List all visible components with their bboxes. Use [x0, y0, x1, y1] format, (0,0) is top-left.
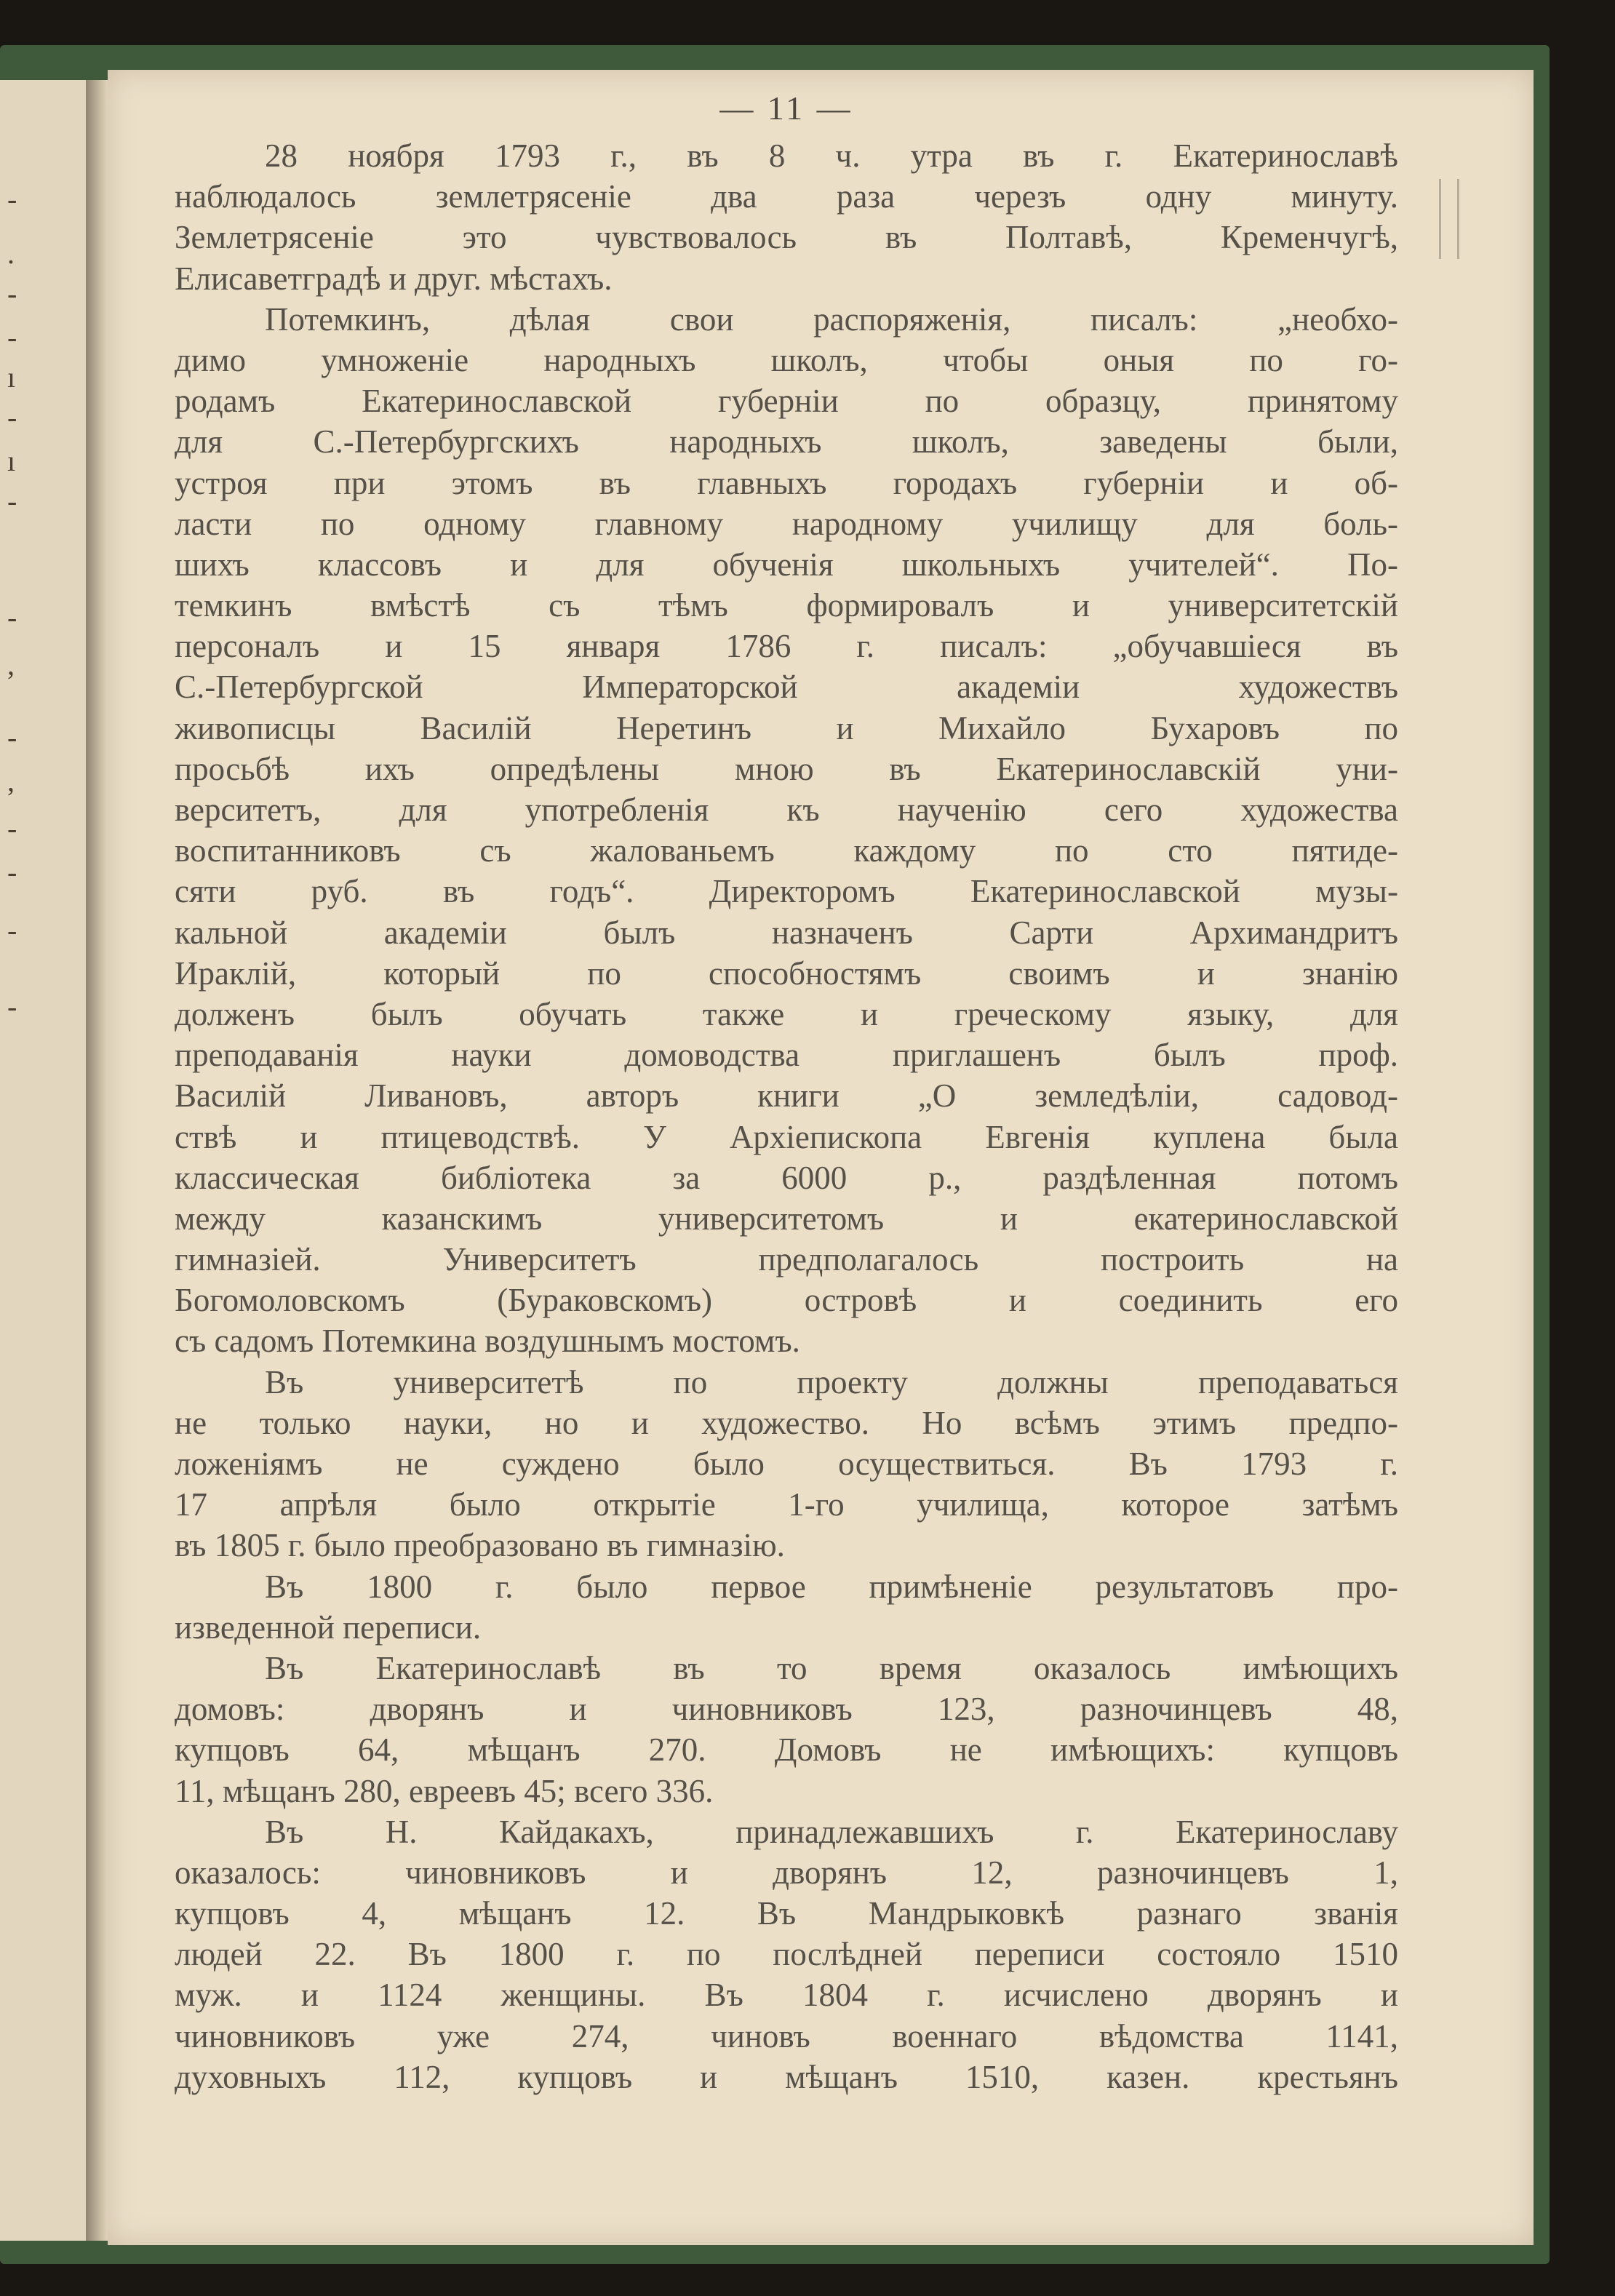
text-line: ласти по одному главному народному училищу для боль-: [175, 505, 1398, 542]
previous-page-mark: -: [7, 277, 17, 310]
text-line: С.-Петербургской Императорской академіи художествъ: [175, 669, 1398, 706]
previous-page-mark: .: [7, 237, 15, 270]
text-line: 28 ноября 1793 г., въ 8 ч. утра въ г. Екатеринославѣ: [265, 137, 1398, 174]
text-line: сяти руб. въ годъ“. Директоромъ Екатеринославской музы-: [175, 873, 1398, 910]
text-line: живописцы Василій Неретинъ и Михайло Бухаровъ по: [175, 709, 1398, 746]
text-line: между казанскимъ университетомъ и екатеринославской: [175, 1200, 1398, 1237]
previous-page-mark: -: [7, 485, 17, 517]
text-line: ложеніямъ не суждено было осуществиться. Въ 1793 г.: [175, 1446, 1398, 1482]
previous-page-mark: -: [7, 812, 17, 845]
previous-page-mark: -: [7, 721, 17, 754]
text-line: муж. и 1124 женщины. Въ 1804 г. исчислено дворянъ и: [175, 1977, 1398, 2014]
text-line: Въ 1800 г. было первое примѣненіе результатовъ про-: [265, 1568, 1398, 1605]
previous-page-mark: -: [7, 183, 17, 215]
text-line: Василій Ливановъ, авторъ книги „О земледѣліи, садовод-: [175, 1077, 1398, 1115]
text-line: оказалось: чиновниковъ и дворянъ 12, разночинцевъ 1,: [175, 1854, 1398, 1891]
text-line: 17 апрѣля было открытіе 1-го училища, которое затѣмъ: [175, 1486, 1398, 1523]
page-text-block: [175, 81, 1398, 2097]
text-line: шихъ классовъ и для обученія школьныхъ учителей“. По-: [175, 546, 1398, 583]
previous-page-mark: ,: [7, 765, 15, 797]
text-line: Въ Н. Кайдакахъ, принадлежавшихъ г. Екатеринославу: [265, 1813, 1398, 1850]
text-line: наблюдалось землетрясеніе два раза черезъ одну минуту.: [175, 178, 1398, 215]
text-line: воспитанниковъ съ жалованьемъ каждому по сто пятиде-: [175, 832, 1398, 869]
text-line: кальной академіи былъ назначенъ Сарти Архимандритъ: [175, 914, 1398, 951]
previous-page-mark: -: [7, 914, 17, 946]
text-line: духовныхъ 112, купцовъ и мѣщанъ 1510, казен. крестьянъ: [175, 2058, 1398, 2095]
previous-page-edge: [0, 80, 86, 2241]
text-line: Богомоловскомъ (Бураковскомъ) островѣ и соединить его: [175, 1282, 1398, 1319]
text-line: ствѣ и птицеводствѣ. У Архіепископа Евгенія куплена была: [175, 1118, 1398, 1155]
text-line: Землетрясеніе это чувствовалось въ Полтавѣ, Кременчугѣ,: [175, 219, 1398, 256]
text-line: Въ Екатеринославѣ въ то время оказалось имѣющихъ: [265, 1649, 1398, 1686]
text-line: изведенной переписи.: [175, 1609, 482, 1646]
text-line: преподаванія науки домоводства приглашенъ былъ проф.: [175, 1037, 1398, 1074]
text-line: домовъ: дворянъ и чиновниковъ 123, разночинцевъ 48,: [175, 1691, 1398, 1728]
previous-page-mark: ı: [7, 361, 16, 394]
text-line: Ираклій, который по способностямъ своимъ и знанію: [175, 954, 1398, 992]
text-line: долженъ былъ обучать также и греческому языку, для: [175, 995, 1398, 1032]
text-line: Въ университетѣ по проекту должны преподаваться: [265, 1363, 1398, 1400]
text-line: верситетъ, для употребленія къ наученію сего художества: [175, 792, 1398, 828]
previous-page-mark: -: [7, 990, 17, 1023]
text-line: не только науки, но и художество. Но всѣмъ этимъ предпо-: [175, 1404, 1398, 1441]
text-line: съ садомъ Потемкина воздушнымъ мостомъ.: [175, 1323, 800, 1360]
text-line: людей 22. Въ 1800 г. по послѣдней переписи состояло 1510: [175, 1936, 1398, 1973]
previous-page-mark: -: [7, 601, 17, 634]
text-line: устроя при этомъ въ главныхъ городахъ губерніи и об-: [175, 464, 1398, 501]
text-line: въ 1805 г. было преобразовано въ гимназію.: [175, 1527, 785, 1564]
previous-page-mark: ı: [7, 445, 16, 477]
text-line: Потемкинъ, дѣлая свои распоряженія, писалъ: „необхо-: [265, 300, 1398, 338]
text-line: Елисаветградѣ и друг. мѣстахъ.: [175, 260, 613, 297]
text-line: просьбѣ ихъ опредѣлены мною въ Екатеринославскій уни-: [175, 750, 1398, 787]
book-page: [108, 70, 1534, 2245]
margin-pencil-mark: [1439, 179, 1459, 259]
page-number: — 11 —: [719, 89, 853, 127]
text-line: 11, мѣщанъ 280, евреевъ 45; всего 336.: [175, 1772, 714, 1809]
book-gutter: [86, 80, 111, 2241]
text-line: классическая библіотека за 6000 р., раздѣленная потомъ: [175, 1159, 1398, 1196]
text-line: димо умноженіе народныхъ школъ, чтобы оныя по го-: [175, 341, 1398, 378]
previous-page-mark: -: [7, 321, 17, 354]
previous-page-mark: -: [7, 856, 17, 888]
text-line: гимназіей. Университетъ предполагалось построить на: [175, 1241, 1398, 1278]
text-line: купцовъ 4, мѣщанъ 12. Въ Мандрыковкѣ разнаго званія: [175, 1895, 1398, 1932]
text-line: темкинъ вмѣстѣ съ тѣмъ формировалъ и университетскій: [175, 587, 1398, 624]
text-line: чиновниковъ уже 274, чиновъ военнаго вѣдомства 1141,: [175, 2017, 1398, 2054]
previous-page-mark: -: [7, 401, 17, 434]
text-line: родамъ Екатеринославской губерніи по образцу, принятому: [175, 383, 1398, 420]
text-line: персоналъ и 15 января 1786 г. писалъ: „обучавшіеся въ: [175, 628, 1398, 665]
text-body: [175, 135, 1398, 2097]
text-line: купцовъ 64, мѣщанъ 270. Домовъ не имѣющихъ: купцовъ: [175, 1731, 1398, 1769]
previous-page-mark: ,: [7, 648, 15, 681]
text-line: для С.-Петербургскихъ народныхъ школъ, заведены были,: [175, 423, 1398, 461]
